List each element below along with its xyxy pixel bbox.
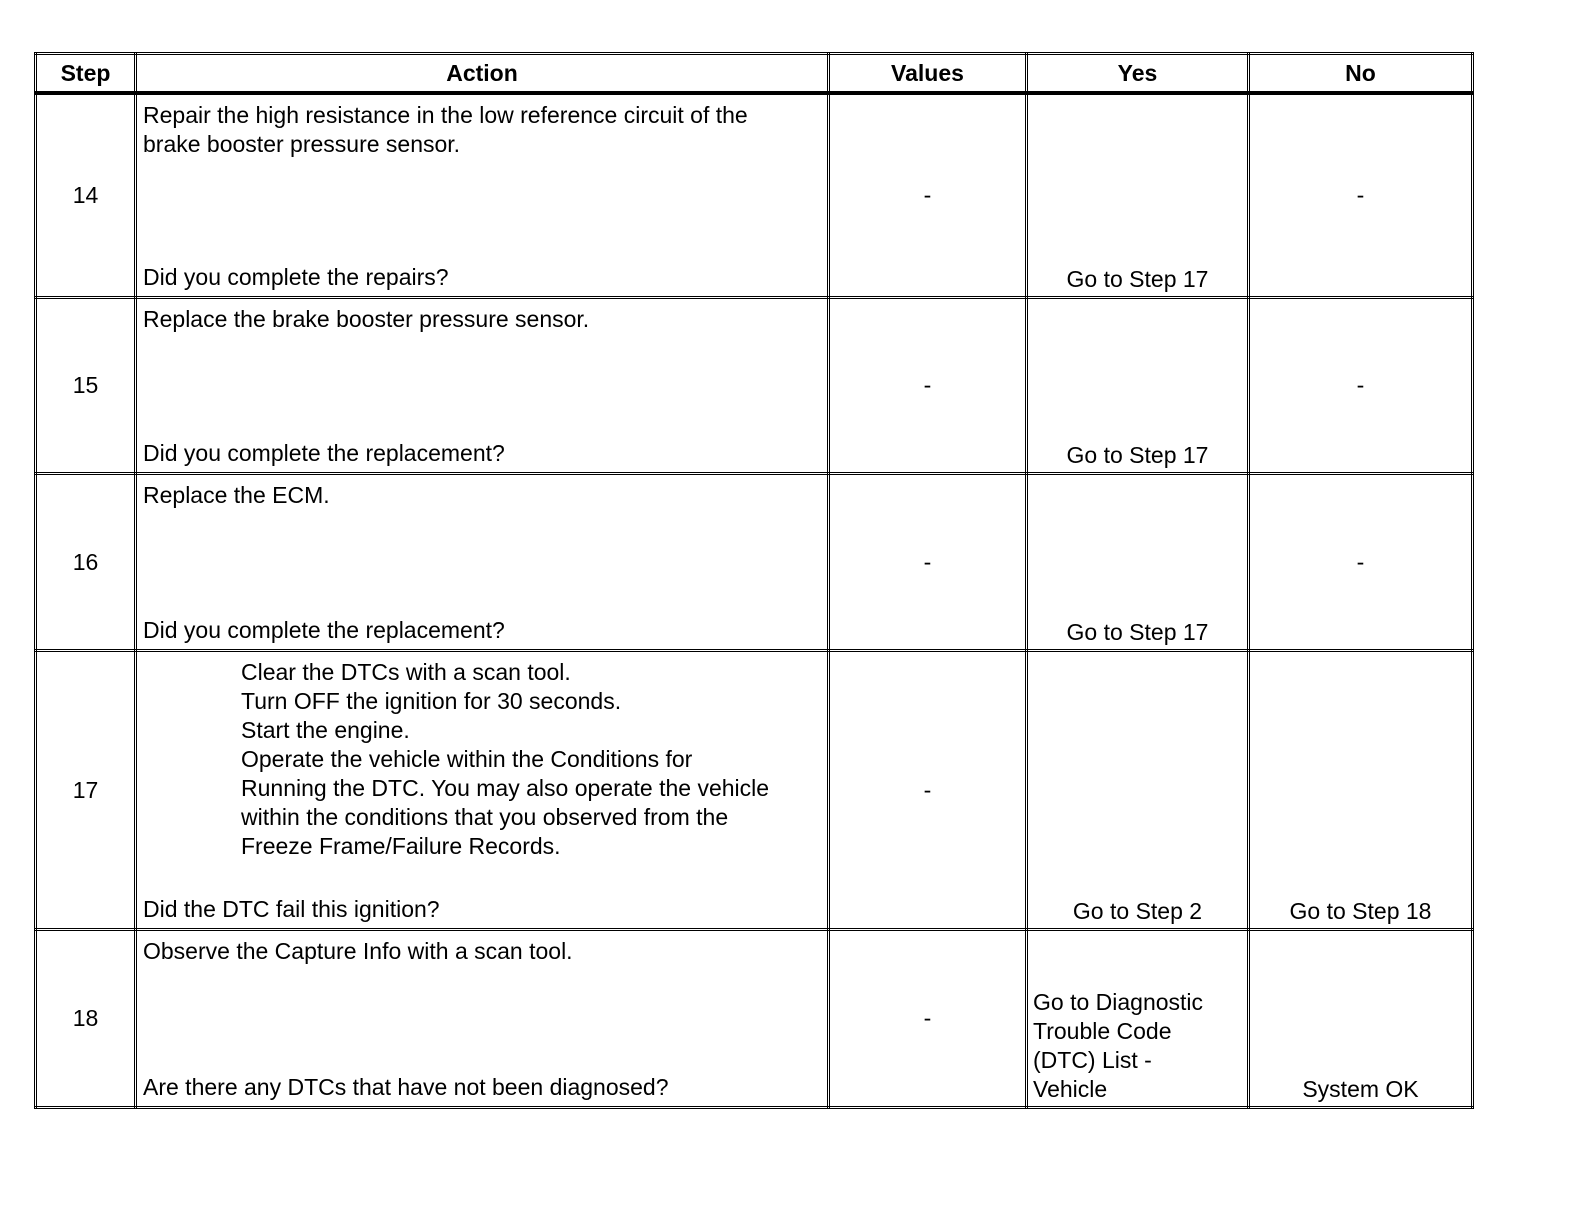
action-question: Did you complete the replacement? [143, 440, 505, 466]
table-row [36, 93, 1473, 298]
values-cell: - [829, 298, 1027, 474]
header-step: Step [36, 54, 136, 94]
step-number: 15 [36, 298, 136, 474]
table-header-row [36, 54, 1473, 94]
yes-cell: Go to Step 17 [1027, 474, 1249, 651]
yes-line: Go to Diagnostic [1033, 989, 1204, 1015]
no-cell: System OK [1249, 930, 1473, 1108]
yes-cell: Go to Step 17 [1027, 298, 1249, 474]
yes-line: Vehicle [1033, 1076, 1108, 1102]
table-row [36, 651, 1473, 930]
action-line: Start the engine. [241, 717, 410, 743]
action-cell [136, 298, 829, 474]
values-cell: - [829, 651, 1027, 930]
yes-cell: Go to Step 17 [1027, 93, 1249, 298]
action-line: brake booster pressure sensor. [143, 131, 461, 157]
no-cell: - [1249, 474, 1473, 651]
action-line: Clear the DTCs with a scan tool. [241, 659, 571, 685]
diagnostic-steps-table [34, 52, 1474, 1109]
header-action: Action [136, 54, 829, 94]
table-row [36, 298, 1473, 474]
action-line: Replace the ECM. [143, 482, 330, 508]
header-values: Values [829, 54, 1027, 94]
header-no: No [1249, 54, 1473, 94]
action-cell [136, 651, 829, 930]
yes-cell: Go to Step 2 [1027, 651, 1249, 930]
action-question: Did the DTC fail this ignition? [143, 896, 440, 922]
action-question: Did you complete the replacement? [143, 617, 505, 643]
values-cell: - [829, 474, 1027, 651]
table-row [36, 930, 1473, 1108]
yes-line: Trouble Code [1033, 1018, 1172, 1044]
step-number: 14 [36, 93, 136, 298]
yes-line: (DTC) List - [1033, 1047, 1152, 1073]
action-question: Did you complete the repairs? [143, 264, 449, 290]
values-cell: - [829, 930, 1027, 1108]
no-cell: - [1249, 298, 1473, 474]
step-number: 16 [36, 474, 136, 651]
action-line: within the conditions that you observed from the [241, 804, 729, 830]
action-line: Turn OFF the ignition for 30 seconds. [241, 688, 622, 714]
action-line: Operate the vehicle within the Conditions for [241, 746, 693, 772]
action-line: Replace the brake booster pressure sensor. [143, 306, 590, 332]
action-cell [136, 474, 829, 651]
action-line: Repair the high resistance in the low reference circuit of the [143, 102, 748, 128]
table-row [36, 474, 1473, 651]
yes-cell [1027, 930, 1249, 1108]
step-number: 18 [36, 930, 136, 1108]
values-cell: - [829, 93, 1027, 298]
action-cell [136, 93, 829, 298]
action-cell [136, 930, 829, 1108]
no-cell: Go to Step 18 [1249, 651, 1473, 930]
action-line: Freeze Frame/Failure Records. [241, 833, 561, 859]
no-cell: - [1249, 93, 1473, 298]
step-number: 17 [36, 651, 136, 930]
action-line: Running the DTC. You may also operate the vehicle [241, 775, 770, 801]
header-yes: Yes [1027, 54, 1249, 94]
action-question: Are there any DTCs that have not been diagnosed? [143, 1074, 669, 1100]
action-line: Observe the Capture Info with a scan tool. [143, 938, 573, 964]
